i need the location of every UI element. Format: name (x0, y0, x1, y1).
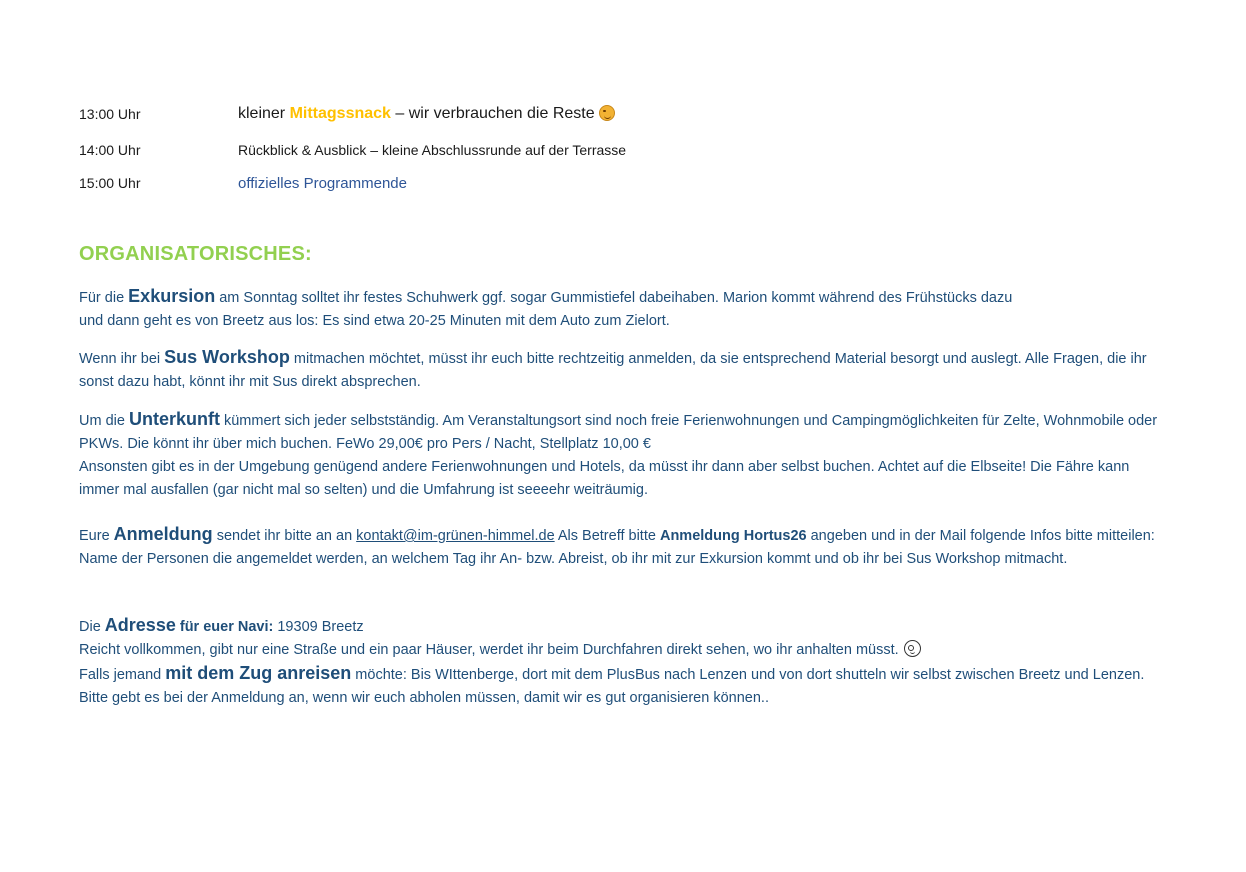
grinning-face-icon (904, 640, 921, 657)
unterkunft-paragraph (79, 408, 1159, 502)
text-segment: am Sonntag solltet ihr festes Schuhwerk ggf. sogar Gummistiefel dabeihaben. Marion kommt während des Frühstücks dazu (215, 290, 1013, 306)
schedule-text-pre: kleiner (238, 105, 290, 122)
text-segment: Name der Personen die angemeldet werden, an welchem Tag ihr An- bzw. Abreist, ob ihr mit zur Exkursion kommt und ob ihr bei Sus Workshop mitmacht. (79, 551, 1068, 567)
text-segment: Um die (79, 413, 129, 429)
subject-text: Anmeldung Hortus26 (659, 528, 807, 544)
text-segment: kümmert sich jeder selbstständig. Am Veranstaltungsort sind noch freie Ferienwohnungen und Campingmöglichkeiten für Zelte, Wohnmobile oder PKWs. Die könnt ihr über mich buchen. FeWo 29,00€ pro Pers / Nacht, Stellplatz 10,00 € (79, 413, 1158, 452)
schedule-row (79, 103, 615, 125)
text-segment: Falls jemand (79, 667, 166, 683)
exkursion-keyword: Exkursion (128, 286, 216, 306)
anmeldung-keyword: Anmeldung (113, 524, 213, 544)
text-segment: und dann geht es von Breetz aus los: Es sind etwa 20-25 Minuten mit dem Auto zum Zielort. (79, 313, 670, 329)
schedule-row (79, 139, 626, 161)
text-segment: Wenn ihr bei (79, 351, 165, 367)
schedule-text-post: – wir verbrauchen die Reste (390, 105, 595, 122)
text-segment: möchte: Bis WIttenberge, dort mit dem PlusBus nach Lenzen und von dort shutteln wir selbst zwischen Breetz und Lenzen. Bitte gebt es bei der Anmeldung an, wenn wir euch abholen müssen, damit wir es gut organisieren können.. (79, 667, 1145, 706)
anmeldung-paragraph (79, 523, 1159, 571)
schedule-row (79, 172, 407, 194)
text-segment: Für die (79, 290, 129, 306)
exkursion-paragraph (79, 285, 1159, 333)
schedule-time: 14:00 Uhr (79, 142, 141, 158)
workshop-keyword: Sus Workshop (164, 347, 290, 367)
schedule-time: 15:00 Uhr (79, 175, 141, 191)
adresse-keyword: Adresse (104, 615, 176, 635)
text-segment: sendet ihr bitte an an (212, 528, 357, 544)
schedule-text (238, 105, 615, 123)
schedule-time: 13:00 Uhr (79, 106, 141, 122)
unterkunft-keyword: Unterkunft (128, 409, 220, 429)
text-segment: angeben und in der Mail folgende Infos bitte mitteilen: (806, 528, 1155, 544)
adresse-paragraph (79, 614, 1159, 710)
address-value: 19309 Breetz (273, 619, 364, 635)
text-segment: Ansonsten gibt es in der Umgebung genügend andere Ferienwohnungen und Hotels, da müsst ihr dann aber selbst buchen. Achtet auf die Elbseite! Die Fähre kann immer mal ausfallen (gar nicht mal so selten) und die Umfahrung ist seeeehr weiträumig. (79, 459, 1130, 498)
text-segment: Die (79, 619, 105, 635)
text-segment: Als Betreff bitte (554, 528, 660, 544)
mittagssnack-highlight: Mittagssnack (289, 105, 391, 122)
schedule-text: offizielles Programmende (238, 174, 407, 192)
text-segment: mitmachen möchtet, müsst ihr euch bitte rechtzeitig anmelden, da sie entsprechend Material besorgt und auslegt. Alle Fragen, die ihr sonst dazu habt, könnt ihr mit Sus direkt absprechen. (79, 351, 1147, 390)
section-heading: ORGANISATORISCHES: (79, 243, 312, 265)
text-segment: Eure (79, 528, 114, 544)
schedule-text: Rückblick & Ausblick – kleine Abschlussrunde auf der Terrasse (238, 142, 627, 158)
navi-label: für euer Navi: (175, 619, 274, 635)
email-link[interactable]: kontakt@im-grünen-himmel.de (356, 528, 555, 544)
smiling-face-icon (599, 105, 615, 121)
zug-keyword: mit dem Zug anreisen (165, 663, 352, 683)
text-segment: Reicht vollkommen, gibt nur eine Straße und ein paar Häuser, werdet ihr beim Durchfahren direkt sehen, wo ihr anhalten müsst. (79, 642, 899, 658)
workshop-paragraph (79, 346, 1159, 394)
